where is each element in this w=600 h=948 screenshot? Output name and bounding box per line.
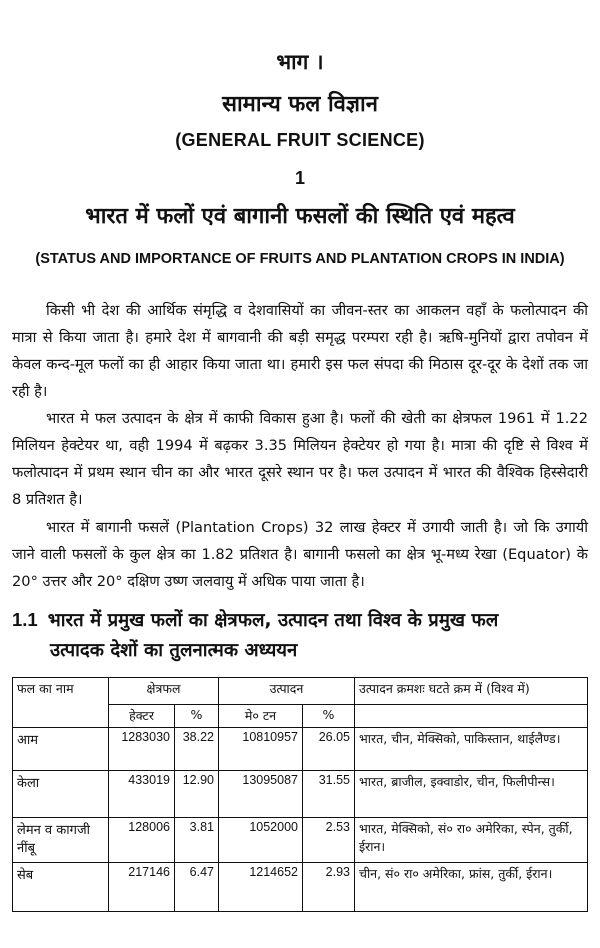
cell-area-pct: 3.81	[175, 818, 219, 863]
paragraph-1: किसी भी देश की आर्थिक संमृद्धि व देशवासियों का जीवन-स्तर का आकलन वहाँ के फलोत्पादन की मात्रा से किया जाता है। हमारे देश में बागवानी की बड़ी समृद्ध परम्परा रही है। ऋषि-मुनियों द्वारा तपोवन में केवल कन्द-मूल फलों का ही आहार किया जाता था। हमारी इस फल संपदा की मिठास दूर-दूर के देशों तक जा रही है।	[12, 302, 588, 400]
section-title-line2: उत्पादक देशों का तुलनात्मक अध्ययन	[50, 640, 298, 661]
cell-hectare: 1283030	[109, 728, 175, 771]
col-header-metric-ton: मे० टन	[219, 705, 303, 728]
fruit-comparison-table	[12, 677, 588, 912]
col-header-hectare: हेक्टर	[109, 705, 175, 728]
part-heading: भाग ।	[276, 50, 324, 74]
table-row	[13, 728, 588, 771]
table-row	[13, 818, 588, 863]
col-header-countries-blank	[355, 705, 588, 728]
cell-countries: भारत, चीन, मेक्सिको, पाकिस्तान, थाईलैण्ड।	[355, 728, 588, 771]
cell-countries: चीन, सं० रा० अमेरिका, फ्रांस, तुर्की, ईरान।	[355, 863, 588, 912]
cell-tons: 10810957	[219, 728, 303, 771]
cell-prod-pct: 2.93	[303, 863, 355, 912]
chapter-title-english: (STATUS AND IMPORTANCE OF FRUITS AND PLANTATION CROPS IN INDIA)	[35, 251, 565, 267]
section-heading	[12, 605, 592, 666]
col-header-prod-pct: %	[303, 705, 355, 728]
subject-title-hindi: सामान्य फल विज्ञान	[222, 92, 378, 117]
section-title-line1: भारत में प्रमुख फलों का क्षेत्रफल, उत्पादन तथा विश्व के प्रमुख फल	[47, 610, 499, 631]
cell-area-pct: 12.90	[175, 771, 219, 818]
subject-title-english: (GENERAL FRUIT SCIENCE)	[175, 130, 425, 150]
cell-area-pct: 38.22	[175, 728, 219, 771]
col-header-area: क्षेत्रफल	[109, 678, 219, 705]
table-row	[13, 771, 588, 818]
cell-tons: 1214652	[219, 863, 303, 912]
col-header-fruit-name: फल का नाम	[13, 678, 109, 728]
cell-fruit-name: आम	[13, 728, 109, 771]
cell-area-pct: 6.47	[175, 863, 219, 912]
cell-hectare: 433019	[109, 771, 175, 818]
cell-fruit-name: केला	[13, 771, 109, 818]
col-header-production: उत्पादन	[219, 678, 355, 705]
section-number: 1.1	[12, 609, 38, 630]
col-header-countries: उत्पादन क्रमशः घटते क्रम में (विश्व में)	[355, 678, 588, 705]
cell-countries: भारत, मेक्सिको, सं० रा० अमेरिका, स्पेन, तुर्की, ईरान।	[355, 818, 588, 863]
cell-tons: 13095087	[219, 771, 303, 818]
cell-hectare: 128006	[109, 818, 175, 863]
cell-prod-pct: 26.05	[303, 728, 355, 771]
paragraph-2: भारत मे फल उत्पादन के क्षेत्र में काफी विकास हुआ है। फलों की खेती का क्षेत्रफल 1961 में 1.22 मिलियन हेक्टेयर था, वही 1994 में बढ़कर 3.35 मिलियन हेक्टेयर हो गया है। मात्रा की दृष्टि से विश्व में फलोत्पादन में प्रथम स्थान चीन का और भारत दूसरे स्थान पर है। फल उत्पादन में भारत की वैश्विक हिस्सेदारी 8 प्रतिशत है।	[12, 410, 588, 508]
paragraph-3: भारत में बागानी फसलें (Plantation Crops) 32 लाख हेक्टर में उगायी जाती है। जो कि उगायी जाने वाली फसलों के कुल क्षेत्र का 1.82 प्रतिशत है। बागानी फसलो का क्षेत्र भू-मध्य रेखा (Equator) के 20° उत्तर और 20° दक्षिण उष्ण जलवायु में अधिक पाया जाता है।	[12, 519, 588, 590]
col-header-area-pct: %	[175, 705, 219, 728]
cell-prod-pct: 2.53	[303, 818, 355, 863]
cell-hectare: 217146	[109, 863, 175, 912]
cell-tons: 1052000	[219, 818, 303, 863]
cell-fruit-name: सेब	[13, 863, 109, 912]
cell-countries: भारत, ब्राजील, इक्वाडोर, चीन, फिलीपीन्स।	[355, 771, 588, 818]
cell-fruit-name: लेमन व कागजी नींबू	[13, 818, 109, 863]
cell-prod-pct: 31.55	[303, 771, 355, 818]
table-row	[13, 863, 588, 912]
chapter-title-hindi: भारत में फलों एवं बागानी फसलों की स्थिति एवं महत्व	[85, 204, 515, 229]
chapter-number: 1	[294, 168, 305, 188]
table-header-row	[13, 678, 588, 705]
